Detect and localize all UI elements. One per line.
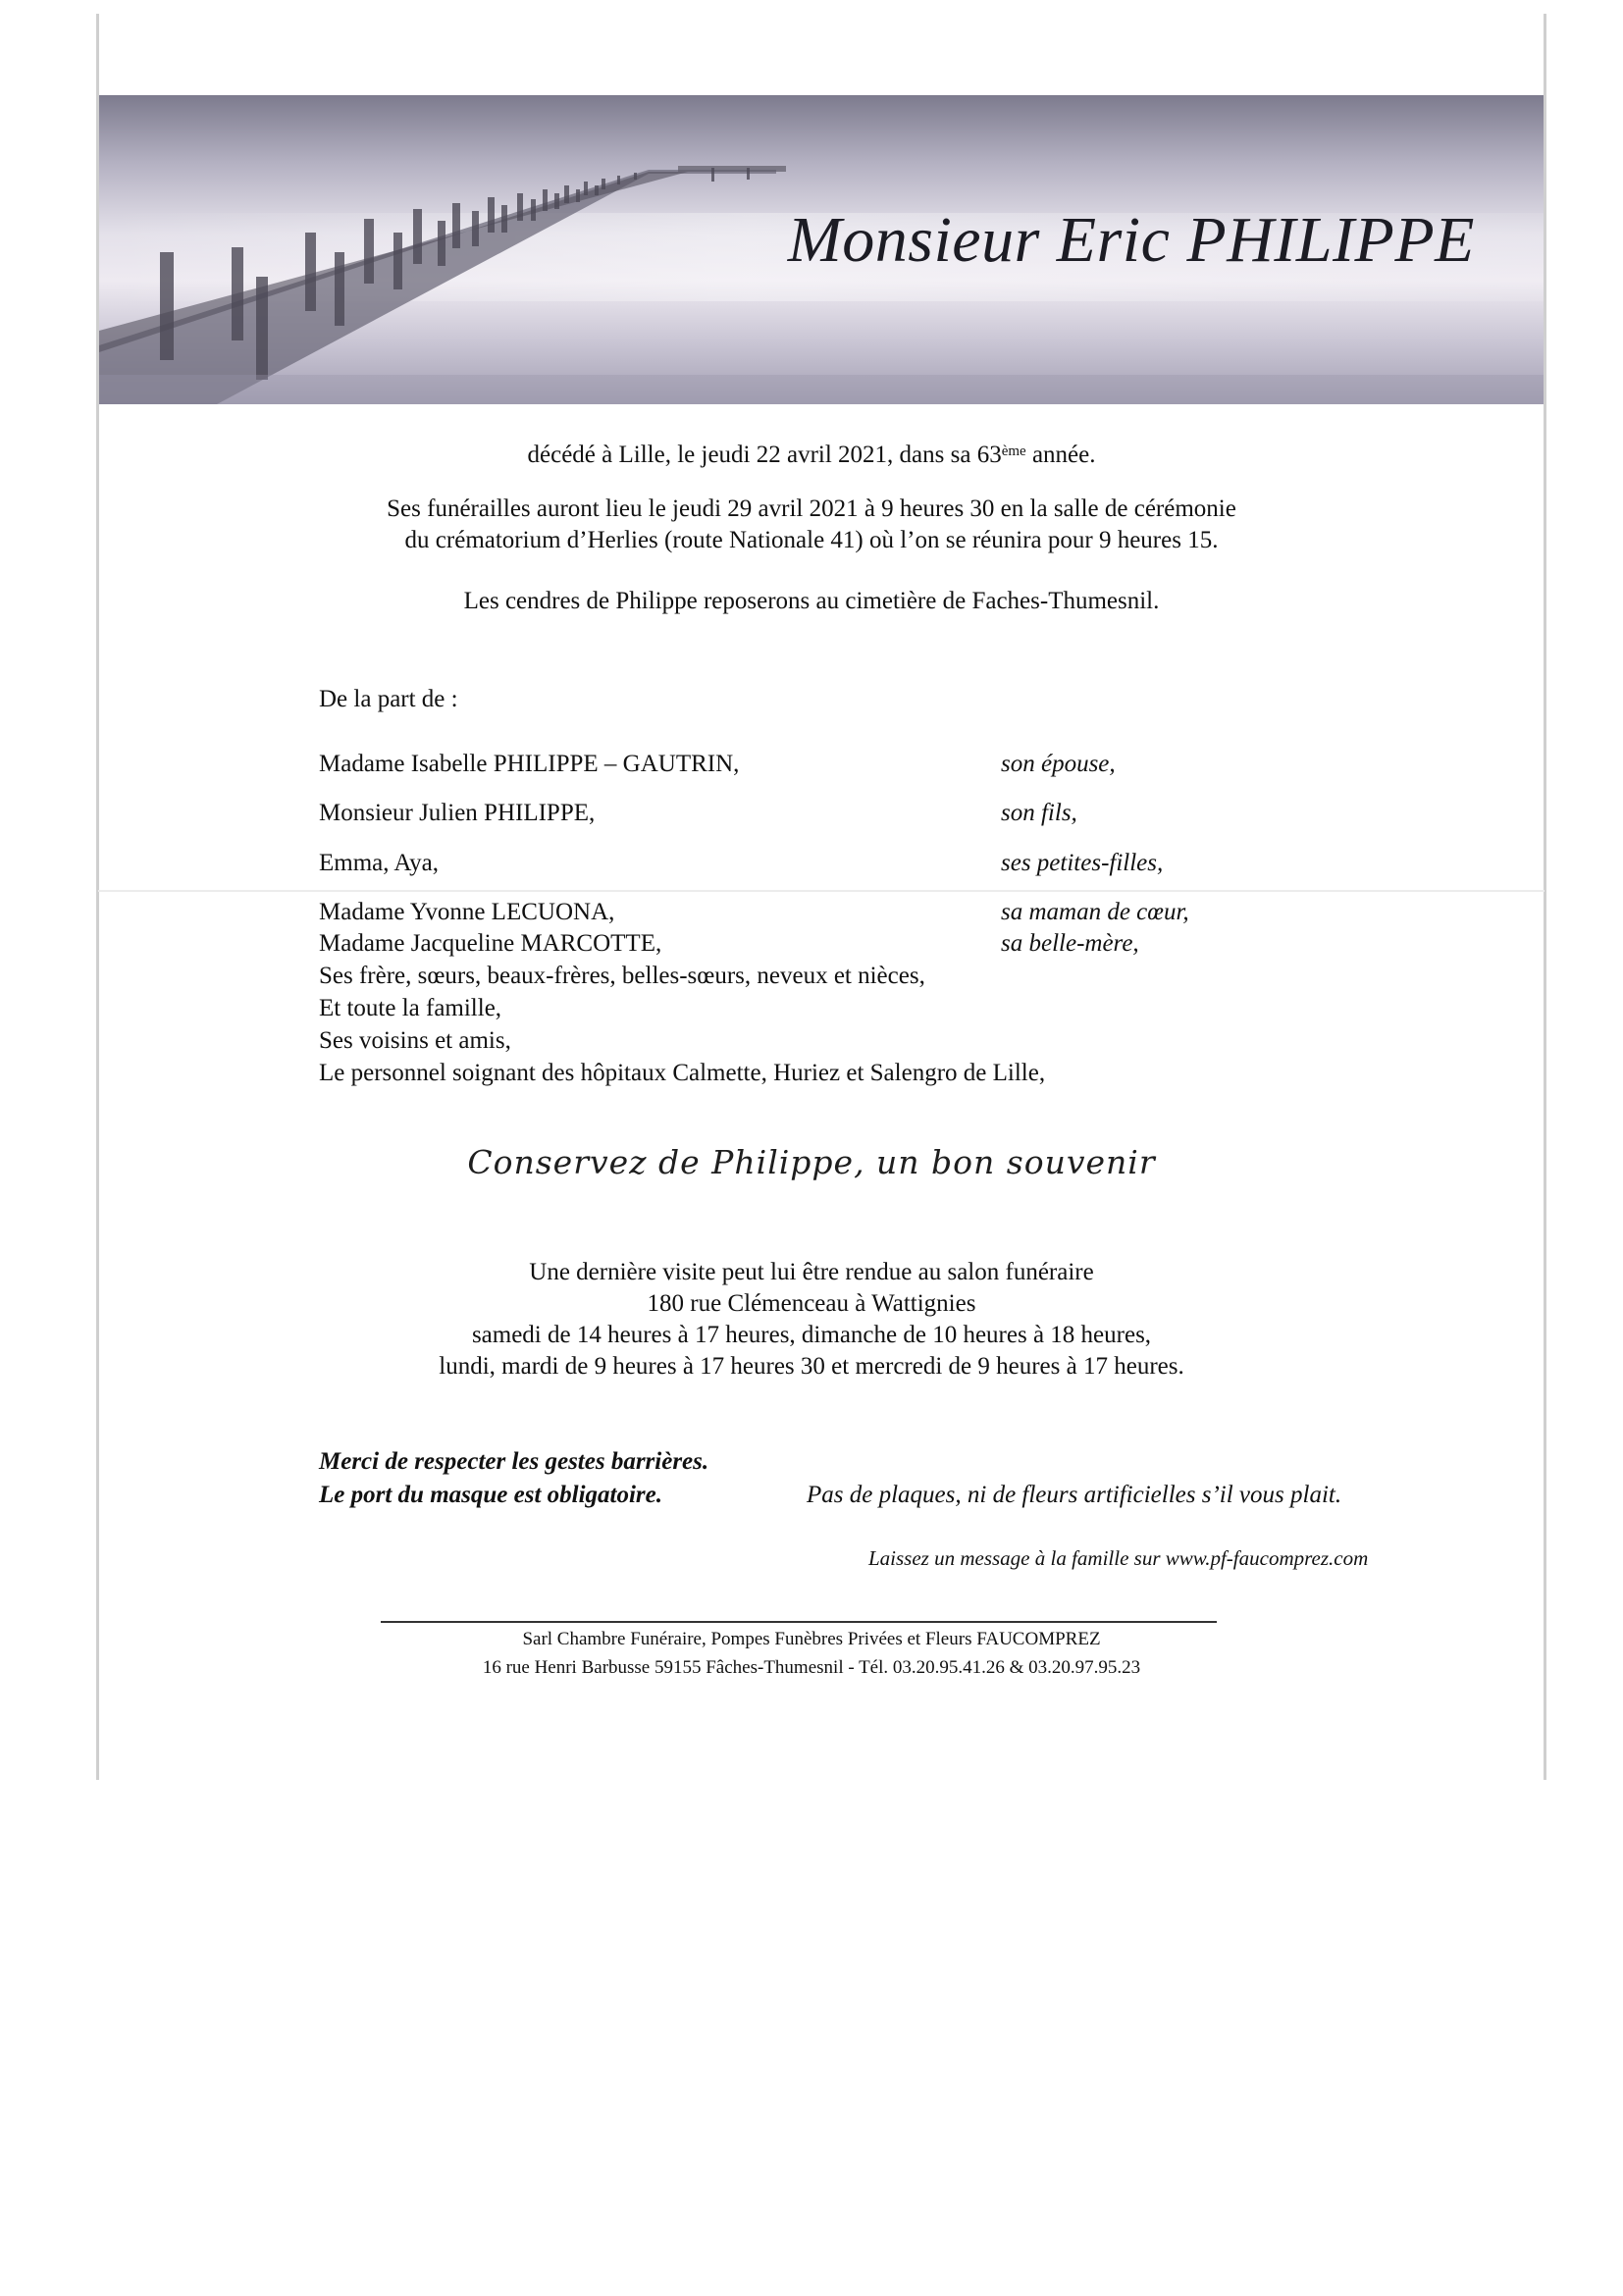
visit-line-4: lundi, mardi de 9 heures à 17 heures 30 et mercredi de 9 heures à 17 heures. [439,1353,1184,1380]
family-intro: De la part de : [319,686,458,712]
barrier-gestures-notice: Merci de respecter les gestes barrières. [319,1448,709,1475]
footer-address: 16 rue Henri Barbusse 59155 Fâches-Thumesnil - Tél. 03.20.95.41.26 & 03.20.97.95.23 [482,1657,1141,1678]
family-other-line: Ses frère, sœurs, beaux-frères, belles-sœurs, neveux et nièces, [319,963,925,989]
remembrance-quote: Conservez de Philippe, un bon souvenir [467,1143,1156,1181]
family-member-relation: sa maman de cœur, [1001,899,1189,925]
footer-company: Sarl Chambre Funéraire, Pompes Funèbres Privées et Fleurs FAUCOMPREZ [522,1629,1101,1649]
leave-message-notice: Laissez un message à la famille sur www.pf-faucomprez.com [868,1546,1369,1570]
family-member-relation: sa belle-mère, [1001,930,1139,957]
family-other-line: Et toute la famille, [319,995,502,1021]
deceased-name-title: Monsieur Eric PHILIPPE [787,204,1475,276]
family-other-line: Ses voisins et amis, [319,1027,511,1054]
family-member-name: Monsieur Julien PHILIPPE, [319,800,596,826]
visit-line-3: samedi de 14 heures à 17 heures, dimanche de 10 heures à 18 heures, [471,1322,1152,1348]
header-banner [99,95,1544,404]
visit-line-1: Une dernière visite peut lui être rendue au salon funéraire [529,1259,1094,1285]
funeral-line-1: Ses funérailles auront lieu le jeudi 29 avril 2021 à 9 heures 30 en la salle de cérémonie [387,496,1236,522]
no-plaques-notice: Pas de plaques, ni de fleurs artificielles s’il vous plait. [807,1482,1342,1508]
family-member-relation: son épouse, [1001,751,1116,777]
family-member-relation: son fils, [1001,800,1077,826]
family-member-name: Madame Yvonne LECUONA, [319,899,615,925]
ashes-line: Les cendres de Philippe reposerons au cimetière de Faches-Thumesnil. [463,588,1160,614]
death-notice-text: décédé à Lille, le jeudi 22 avril 2021, dans sa 63 [527,442,1002,468]
family-member-name: Emma, Aya, [319,850,439,876]
ordinal-suffix: ème [1001,444,1026,459]
family-member-relation: ses petites-filles, [1001,850,1164,876]
funeral-line-2: du crématorium d’Herlies (route Nationale 41) où l’on se réunira pour 9 heures 15. [404,527,1219,553]
family-member-name: Madame Jacqueline MARCOTTE, [319,930,662,957]
family-member-name: Madame Isabelle PHILIPPE – GAUTRIN, [319,751,740,777]
death-notice-end: année. [1025,442,1096,468]
death-notice [0,440,1623,471]
fold-line [98,890,1544,892]
footer-separator [381,1621,1217,1623]
mask-notice: Le port du masque est obligatoire. [319,1482,662,1508]
family-other-line: Le personnel soignant des hôpitaux Calmette, Huriez et Salengro de Lille, [319,1060,1046,1086]
page-edge-right [1544,14,1546,1780]
visit-line-2: 180 rue Clémenceau à Wattignies [647,1290,976,1317]
